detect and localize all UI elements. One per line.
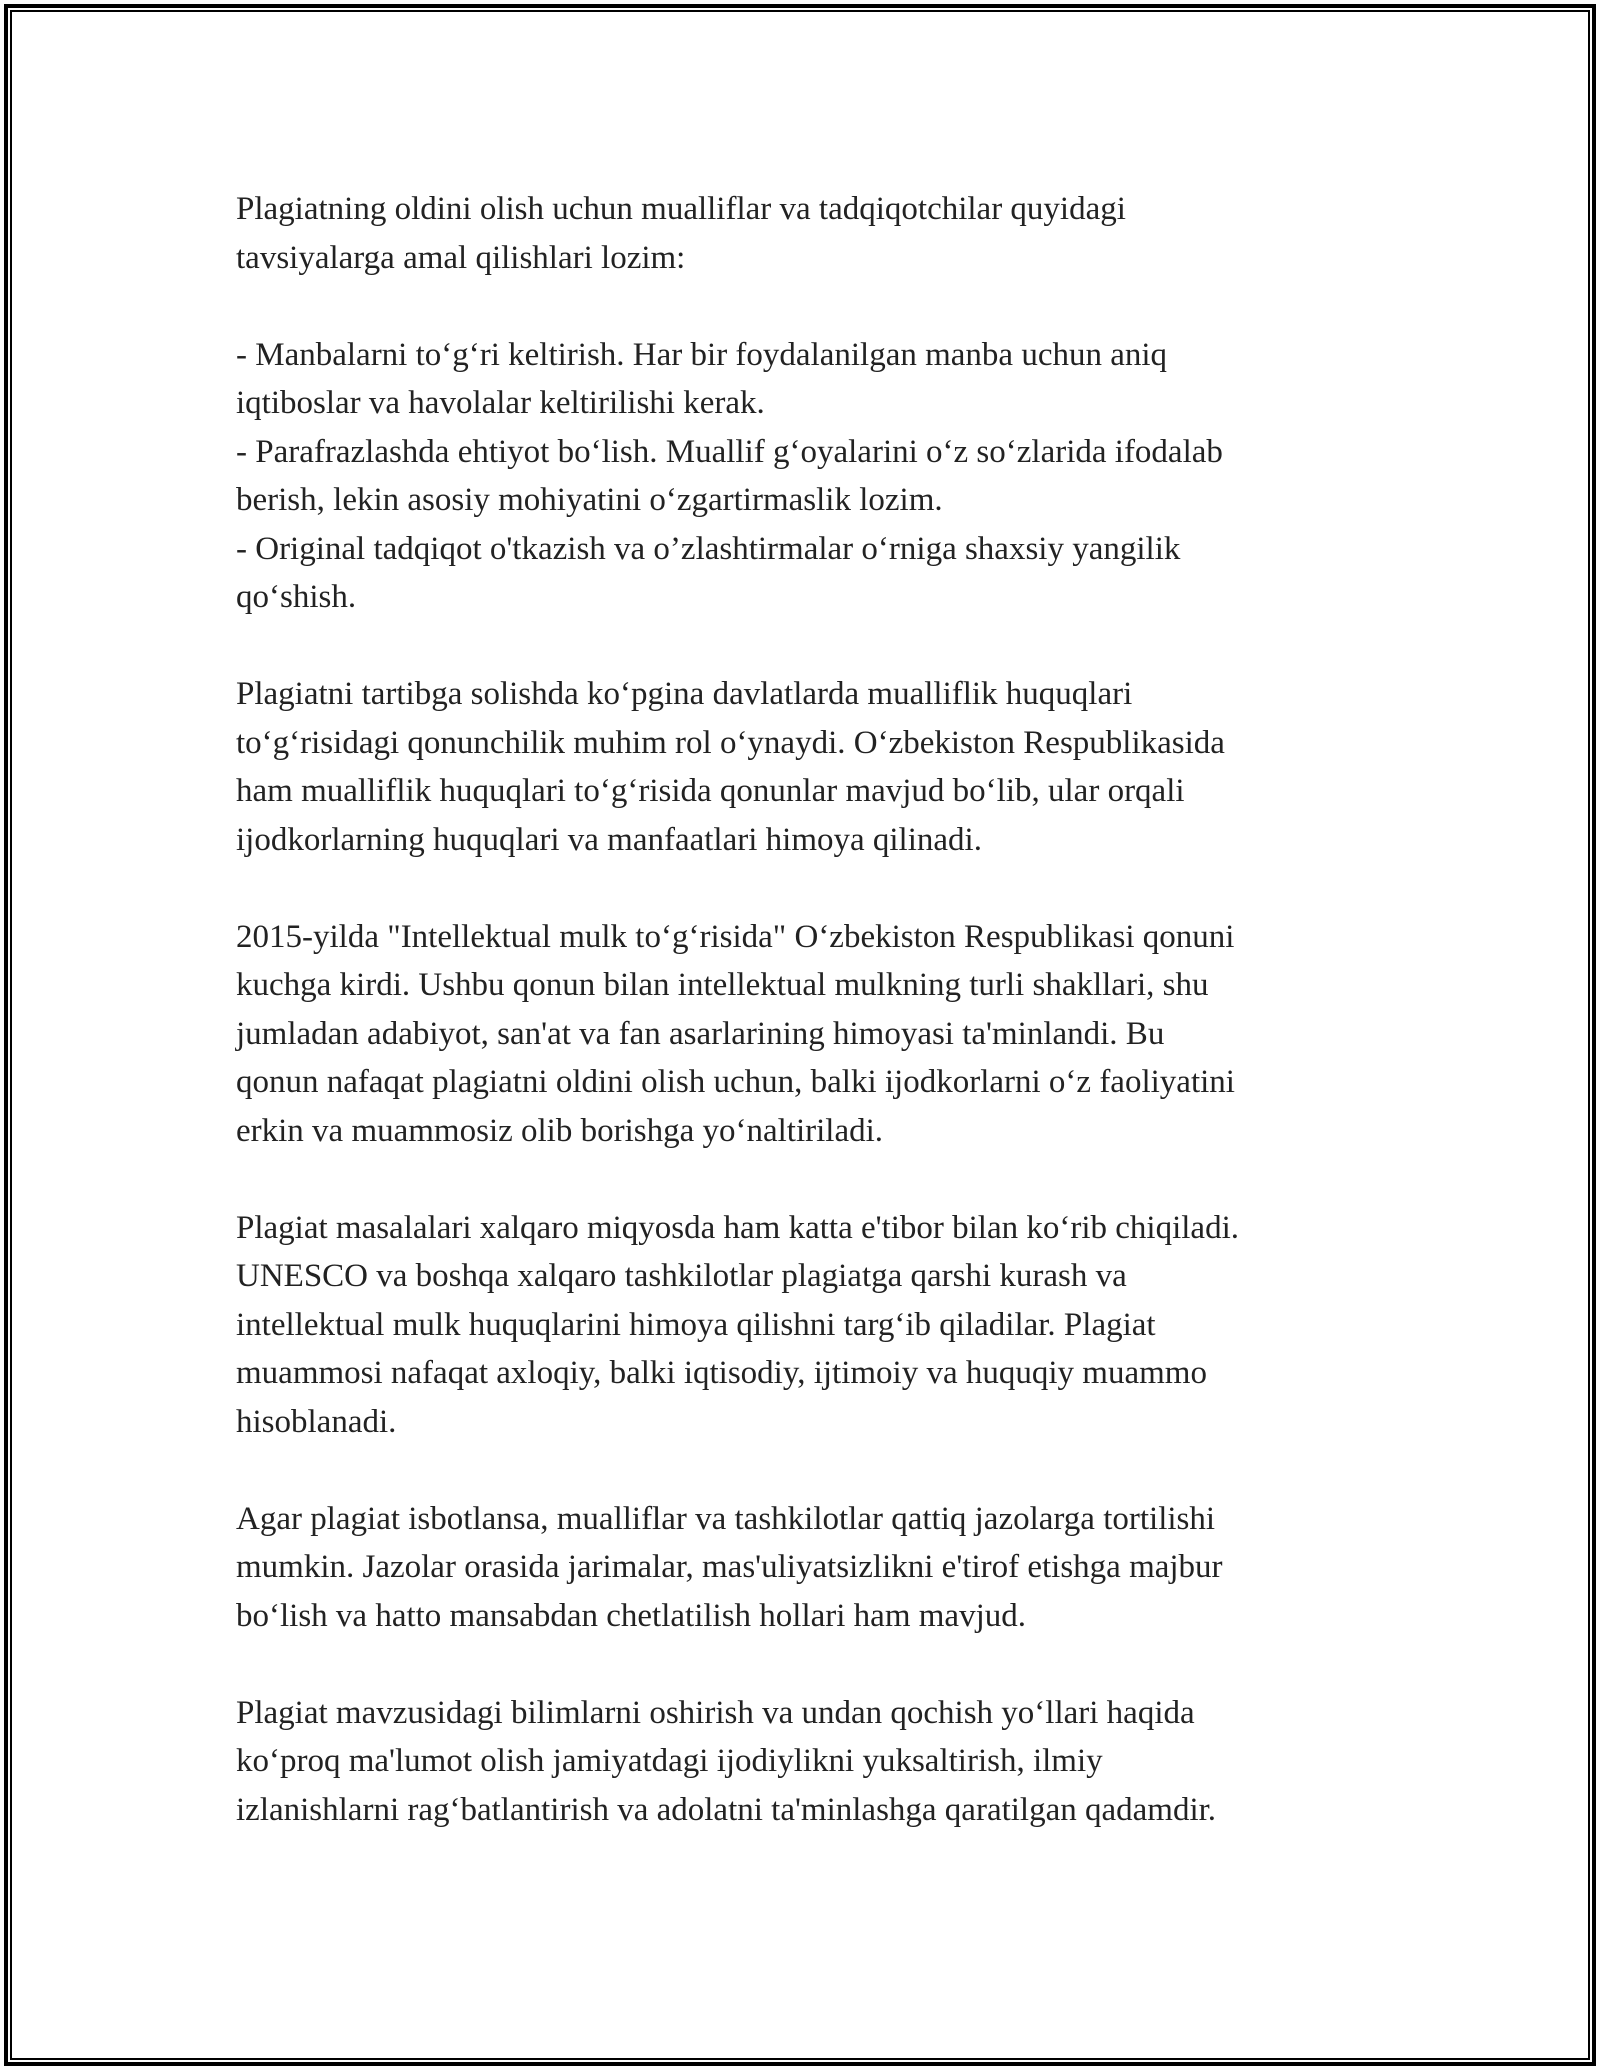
- document-body: [236, 185, 1356, 1834]
- paragraph-recommendations-list: - Manbalarni to‘g‘ri keltirish. Har bir foydalanilgan manba uchun aniq iqtiboslar va havolalar keltirilishi kerak. - Parafrazlashda ehtiyot bo‘lish. Muallif g‘oyalarini o‘z so‘zlarida ifodalab berish, lekin asosiy mohiyatini o‘zgartirmaslik lozim. - Original tadqiqot o'tkazish va o’zlashtirmalar o‘rniga shaxsiy yangilik qo‘shish.: [236, 336, 1223, 615]
- paragraph-international: Plagiat masalalari xalqaro miqyosda ham katta e'tibor bilan ko‘rib chiqiladi. UNESCO va boshqa xalqaro tashkilotlar plagiatga qarshi kurash va intellektual mulk huquqlarini himoya qilishni targ‘ib qiladilar. Plagiat muammosi nafaqat axloqiy, balki iqtisodiy, ijtimoiy va huquqiy muammo hisoblanadi.: [236, 1209, 1239, 1440]
- paragraph-recommendations-intro: Plagiatning oldini olish uchun mualliflar va tadqiqotchilar quyidagi tavsiyalarga amal qilishlari lozim:: [236, 191, 1126, 276]
- paragraph-penalties: Agar plagiat isbotlansa, mualliflar va tashkilotlar qattiq jazolarga tortilishi mumkin. Jazolar orasida jarimalar, mas'uliyatsizlikni e'tirof etishga majbur bo‘lish va hatto mansabdan chetlatilish hollari ham mavjud.: [236, 1500, 1223, 1634]
- paragraph-intellectual-property-2015: 2015-yilda "Intellektual mulk to‘g‘risida" O‘zbekiston Respublikasi qonuni kuchga kirdi. Ushbu qonun bilan intellektual mulkning turli shakllari, shu jumladan adabiyot, san'at va fan asarlarining himoyasi ta'minlandi. Bu qonun nafaqat plagiatni oldini olish uchun, balki ijodkorlarni o‘z faoliyatini erkin va muammosiz olib borishga yo‘naltiriladi.: [236, 918, 1235, 1149]
- paragraph-copyright-law: Plagiatni tartibga solishda ko‘pgina davlatlarda mualliflik huquqlari to‘g‘risidagi qonunchilik muhim rol o‘ynaydi. O‘zbekiston Respublikasida ham mualliflik huquqlari to‘g‘risida qonunlar mavjud bo‘lib, ular orqali ijodkorlarning huquqlari va manfaatlari himoya qilinadi.: [236, 676, 1225, 858]
- paragraph-conclusion: Plagiat mavzusidagi bilimlarni oshirish va undan qochish yo‘llari haqida ko‘proq ma'lumot olish jamiyatdagi ijodiylikni yuksaltirish, ilmiy izlanishlarni rag‘batlantirish va adolatni ta'minlashga qaratilgan qadamdir.: [236, 1694, 1217, 1828]
